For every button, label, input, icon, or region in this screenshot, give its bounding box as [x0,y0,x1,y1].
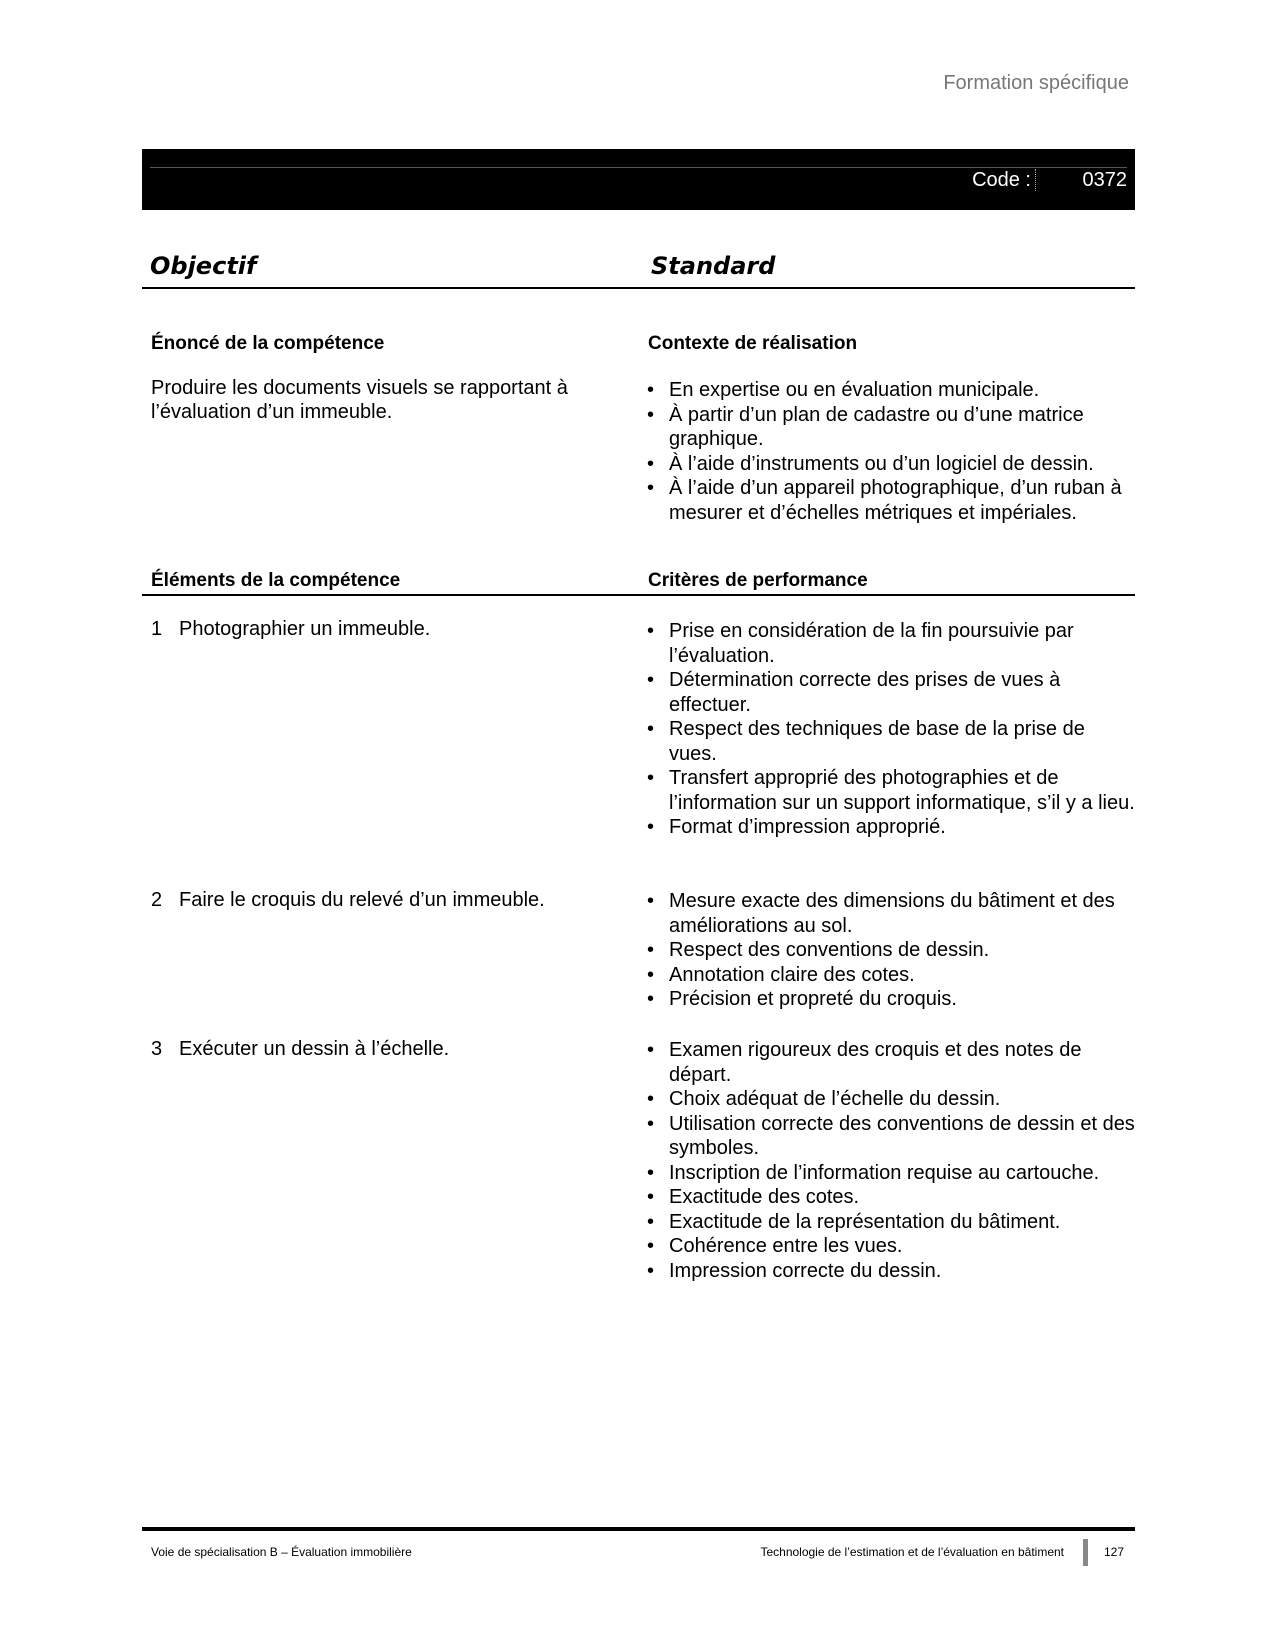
bullet-item: • À l’aide d’un appareil photographique, d’un ruban à mesurer et d’échelles métriques et impériales. [645,476,1135,525]
criteria-list-3 [645,1038,1135,1283]
bullet-item: • À partir d’un plan de cadastre ou d’une matrice graphique. [645,403,1135,452]
bullet-item: • En expertise ou en évaluation municipale. [645,378,1135,403]
element-1 [151,617,591,641]
criteria-list-1 [645,619,1135,840]
code-bar [142,149,1135,210]
bullet-item: • Transfert approprié des photographies et de l’information sur un support informatique, s’il y a lieu. [645,766,1135,815]
bullet-item: • Inscription de l’information requise au cartouche. [645,1161,1135,1186]
bullet-item: • Respect des conventions de dessin. [645,938,1135,963]
footer-separator [1083,1539,1088,1566]
bullet-item: • À l’aide d’instruments ou d’un logiciel de dessin. [645,452,1135,477]
bullet-item: • Examen rigoureux des croquis et des notes de départ. [645,1038,1135,1087]
bullet-item: • Choix adéquat de l’échelle du dessin. [645,1087,1135,1112]
code-value: 0372 [1082,169,1127,191]
bullet-item: • Détermination correcte des prises de vues à effectuer. [645,668,1135,717]
criteres-title: Critères de performance [648,570,868,591]
bullet-item: • Utilisation correcte des conventions de dessin et des symboles. [645,1112,1135,1161]
element-label: Faire le croquis du relevé d’un immeuble. [179,889,545,911]
bullet-item: • Prise en considération de la fin poursuivie par l’évaluation. [645,619,1135,668]
criteria-list-2 [645,889,1135,1012]
bullet-item: • Mesure exacte des dimensions du bâtiment et des améliorations au sol. [645,889,1135,938]
contexte-title: Contexte de réalisation [648,333,858,354]
bullet-item: • Respect des techniques de base de la prise de vues. [645,717,1135,766]
bullet-item: • Annotation claire des cotes. [645,963,1135,988]
page-number: 127 [1104,1545,1125,1559]
bullet-item: • Exactitude de la représentation du bâtiment. [645,1210,1135,1235]
column-heading-objectif: Objectif [150,252,257,280]
bullet-item: • Format d’impression approprié. [645,815,1135,840]
enonce-text-line: Produire les documents visuels se rapportant à [151,377,568,399]
section-rule [142,594,1135,596]
column-heading-standard: Standard [651,252,776,280]
element-label: Photographier un immeuble. [179,618,431,640]
element-number: 3 [151,1038,163,1060]
enonce-text-line: l’évaluation d’un immeuble. [151,401,393,423]
code-separator [1035,169,1037,191]
code-label: Code : [972,169,1031,191]
enonce-title: Énoncé de la compétence [151,333,385,354]
heading-rule [142,287,1135,289]
contexte-list [645,378,1135,525]
element-2 [151,888,591,912]
bullet-item: • Exactitude des cotes. [645,1185,1135,1210]
elements-title: Éléments de la compétence [151,570,401,591]
code-bar-divider [150,167,1127,168]
bullet-item: • Impression correcte du dessin. [645,1259,1135,1284]
element-number: 1 [151,618,163,640]
footer-left-text: Voie de spécialisation B – Évaluation immobilière [151,1545,412,1559]
bullet-item: • Précision et propreté du croquis. [645,987,1135,1012]
element-3 [151,1037,591,1061]
bullet-item: • Cohérence entre les vues. [645,1234,1135,1259]
element-label: Exécuter un dessin à l’échelle. [179,1038,450,1060]
footer-rule [142,1527,1135,1531]
element-number: 2 [151,889,163,911]
section-title: Formation spécifique [943,72,1129,94]
enonce-text [151,376,568,424]
footer-right-text: Technologie de l’estimation et de l’évaluation en bâtiment [760,1545,1064,1559]
